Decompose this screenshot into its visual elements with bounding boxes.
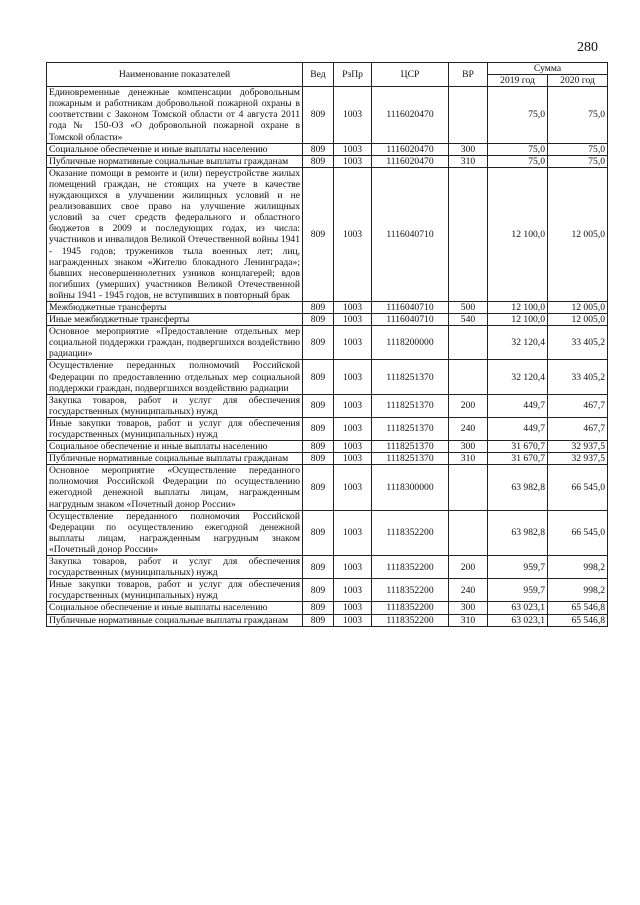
row-name: Оказание помощи в ремонте и (или) переустройстве жилых помещений граждан, не стоящих на учете в качестве нуждающихся в улучшении жилищных условий и не реализовавших свое право на улучшение жилищных условий за счет средств федерального и областного бюджетов в 2009 и последующих годах, из числа: участников и инвалидов Великой Отечественной войны 1941 - 1945 годов; тружеников тыла военных лет; лиц, награжденных знаком «Жителю блокадного Ленинграда»; бывших несовершеннолетних узников концлагерей; вдов погибших (умерших) участников Великой Отечественной войны 1941 - 1945 годов, не вступивших в повторный брак (47, 167, 303, 301)
row-name: Социальное обеспечение и иные выплаты населению (47, 441, 303, 453)
row-name: Осуществление переданного полномочия Российской Федерации по осуществлению ежегодной денежной выплаты лицам, награжденным нагрудным знаком «Почетный донор России» (47, 510, 303, 555)
row-csr: 1116020470 (372, 155, 449, 167)
row-sum-2020: 75,0 (548, 87, 608, 143)
row-csr: 1118251370 (372, 394, 449, 417)
row-csr: 1118251370 (372, 441, 449, 453)
row-name: Публичные нормативные социальные выплаты гражданам (47, 155, 303, 167)
row-sum-2020: 12 005,0 (548, 301, 608, 313)
header-year-2019: 2019 год (488, 75, 548, 87)
budget-table (46, 62, 608, 627)
row-rzpr: 1003 (334, 614, 372, 626)
table-row (47, 579, 608, 602)
row-vr: 240 (449, 579, 488, 602)
row-sum-2019: 63 023,1 (488, 602, 548, 614)
header-rzpr: РзПр (334, 63, 372, 87)
table-row (47, 441, 608, 453)
row-sum-2020: 65 546,8 (548, 614, 608, 626)
row-rzpr: 1003 (334, 314, 372, 326)
row-vr (449, 326, 488, 360)
row-sum-2019: 449,7 (488, 417, 548, 440)
row-sum-2020: 998,2 (548, 556, 608, 579)
row-sum-2019: 12 100,0 (488, 167, 548, 301)
row-vr: 300 (449, 441, 488, 453)
row-rzpr: 1003 (334, 167, 372, 301)
row-name: Публичные нормативные социальные выплаты гражданам (47, 614, 303, 626)
header-ved: Вед (303, 63, 334, 87)
row-ved: 809 (303, 417, 334, 440)
row-sum-2020: 66 545,0 (548, 465, 608, 510)
page-number: 280 (577, 40, 598, 55)
row-ved: 809 (303, 301, 334, 313)
header-name: Наименование показателей (47, 63, 303, 87)
row-name: Закупка товаров, работ и услуг для обеспечения государственных (муниципальных) нужд (47, 394, 303, 417)
row-csr: 1116040710 (372, 167, 449, 301)
row-rzpr: 1003 (334, 602, 372, 614)
row-csr: 1118251370 (372, 453, 449, 465)
row-csr: 1118352200 (372, 602, 449, 614)
row-name: Основное мероприятие «Предоставление отдельных мер социальной поддержки граждан, подвергшихся воздействию радиации» (47, 326, 303, 360)
row-sum-2019: 75,0 (488, 143, 548, 155)
row-vr: 540 (449, 314, 488, 326)
table-row (47, 394, 608, 417)
row-sum-2019: 75,0 (488, 87, 548, 143)
row-rzpr: 1003 (334, 417, 372, 440)
table-row (47, 326, 608, 360)
row-rzpr: 1003 (334, 510, 372, 555)
row-vr: 310 (449, 155, 488, 167)
row-ved: 809 (303, 155, 334, 167)
row-ved: 809 (303, 453, 334, 465)
row-name: Иные закупки товаров, работ и услуг для обеспечения государственных (муниципальных) нужд (47, 579, 303, 602)
row-vr: 240 (449, 417, 488, 440)
table-row (47, 556, 608, 579)
row-sum-2020: 75,0 (548, 155, 608, 167)
table-row (47, 87, 608, 143)
table-row (47, 465, 608, 510)
table-row (47, 602, 608, 614)
row-vr: 200 (449, 556, 488, 579)
row-ved: 809 (303, 465, 334, 510)
row-rzpr: 1003 (334, 155, 372, 167)
row-sum-2020: 32 937,5 (548, 453, 608, 465)
row-sum-2020: 32 937,5 (548, 441, 608, 453)
row-sum-2019: 75,0 (488, 155, 548, 167)
row-rzpr: 1003 (334, 301, 372, 313)
table-row (47, 510, 608, 555)
row-sum-2020: 12 005,0 (548, 167, 608, 301)
row-name: Закупка товаров, работ и услуг для обеспечения государственных (муниципальных) нужд (47, 556, 303, 579)
row-sum-2019: 63 982,8 (488, 465, 548, 510)
row-vr: 200 (449, 394, 488, 417)
row-ved: 809 (303, 510, 334, 555)
header-csr: ЦСР (372, 63, 449, 87)
row-sum-2020: 467,7 (548, 394, 608, 417)
row-vr (449, 465, 488, 510)
row-vr (449, 510, 488, 555)
row-sum-2019: 449,7 (488, 394, 548, 417)
row-name: Межбюджетные трансферты (47, 301, 303, 313)
table-row (47, 143, 608, 155)
row-sum-2019: 959,7 (488, 579, 548, 602)
row-vr: 500 (449, 301, 488, 313)
row-ved: 809 (303, 167, 334, 301)
row-sum-2019: 63 023,1 (488, 614, 548, 626)
table-body (47, 87, 608, 626)
row-sum-2020: 75,0 (548, 143, 608, 155)
row-vr: 310 (449, 614, 488, 626)
row-sum-2019: 63 982,8 (488, 510, 548, 555)
row-sum-2019: 32 120,4 (488, 326, 548, 360)
row-csr: 1118300000 (372, 465, 449, 510)
row-csr: 1118352200 (372, 556, 449, 579)
table-row (47, 167, 608, 301)
row-rzpr: 1003 (334, 360, 372, 394)
row-ved: 809 (303, 614, 334, 626)
row-csr: 1116020470 (372, 87, 449, 143)
row-name: Иные закупки товаров, работ и услуг для обеспечения государственных (муниципальных) нужд (47, 417, 303, 440)
row-csr: 1116040710 (372, 314, 449, 326)
table-row (47, 453, 608, 465)
table-row (47, 614, 608, 626)
row-vr (449, 167, 488, 301)
row-csr: 1118352200 (372, 510, 449, 555)
row-rzpr: 1003 (334, 87, 372, 143)
row-sum-2020: 33 405,2 (548, 326, 608, 360)
row-csr: 1118251370 (372, 360, 449, 394)
row-rzpr: 1003 (334, 556, 372, 579)
row-csr: 1116040710 (372, 301, 449, 313)
row-ved: 809 (303, 602, 334, 614)
row-ved: 809 (303, 556, 334, 579)
row-sum-2019: 32 120,4 (488, 360, 548, 394)
row-vr: 310 (449, 453, 488, 465)
row-ved: 809 (303, 394, 334, 417)
row-ved: 809 (303, 314, 334, 326)
row-csr: 1116020470 (372, 143, 449, 155)
row-ved: 809 (303, 326, 334, 360)
row-vr (449, 87, 488, 143)
row-sum-2019: 12 100,0 (488, 301, 548, 313)
row-name: Иные межбюджетные трансферты (47, 314, 303, 326)
row-ved: 809 (303, 579, 334, 602)
row-name: Осуществление переданных полномочий Российской Федерации по предоставлению отдельных мер социальной поддержки граждан, подвергшихся воздействию радиации (47, 360, 303, 394)
row-sum-2020: 65 546,8 (548, 602, 608, 614)
row-rzpr: 1003 (334, 453, 372, 465)
row-vr: 300 (449, 602, 488, 614)
table-row (47, 155, 608, 167)
row-name: Социальное обеспечение и иные выплаты населению (47, 143, 303, 155)
row-vr: 300 (449, 143, 488, 155)
table-row (47, 301, 608, 313)
row-sum-2019: 12 100,0 (488, 314, 548, 326)
row-sum-2020: 33 405,2 (548, 360, 608, 394)
row-rzpr: 1003 (334, 143, 372, 155)
row-ved: 809 (303, 441, 334, 453)
row-sum-2020: 467,7 (548, 417, 608, 440)
row-sum-2019: 31 670,7 (488, 441, 548, 453)
row-ved: 809 (303, 360, 334, 394)
table-row (47, 314, 608, 326)
row-name: Социальное обеспечение и иные выплаты населению (47, 602, 303, 614)
header-year-2020: 2020 год (548, 75, 608, 87)
row-name: Единовременные денежные компенсации добровольным пожарным и работникам добровольной пожарной охраны в соответствии с Законом Томской области от 4 августа 2011 года № 150-ОЗ «О добровольной пожарной охране в Томской области» (47, 87, 303, 143)
header-vr: ВР (449, 63, 488, 87)
row-csr: 1118200000 (372, 326, 449, 360)
row-rzpr: 1003 (334, 394, 372, 417)
row-name: Публичные нормативные социальные выплаты гражданам (47, 453, 303, 465)
table-row (47, 360, 608, 394)
table-row (47, 417, 608, 440)
row-ved: 809 (303, 143, 334, 155)
row-sum-2020: 998,2 (548, 579, 608, 602)
row-ved: 809 (303, 87, 334, 143)
row-rzpr: 1003 (334, 326, 372, 360)
row-rzpr: 1003 (334, 579, 372, 602)
row-sum-2019: 31 670,7 (488, 453, 548, 465)
row-csr: 1118352200 (372, 579, 449, 602)
row-rzpr: 1003 (334, 441, 372, 453)
row-sum-2020: 12 005,0 (548, 314, 608, 326)
row-vr (449, 360, 488, 394)
row-name: Основное мероприятие «Осуществление переданного полномочия Российской Федерации по осуществлению ежегодной денежной выплаты лицам, награжденным нагрудным знаком «Почетный донор России» (47, 465, 303, 510)
header-sum: Сумма (488, 63, 608, 75)
row-sum-2019: 959,7 (488, 556, 548, 579)
row-csr: 1118251370 (372, 417, 449, 440)
row-rzpr: 1003 (334, 465, 372, 510)
row-csr: 1118352200 (372, 614, 449, 626)
row-sum-2020: 66 545,0 (548, 510, 608, 555)
